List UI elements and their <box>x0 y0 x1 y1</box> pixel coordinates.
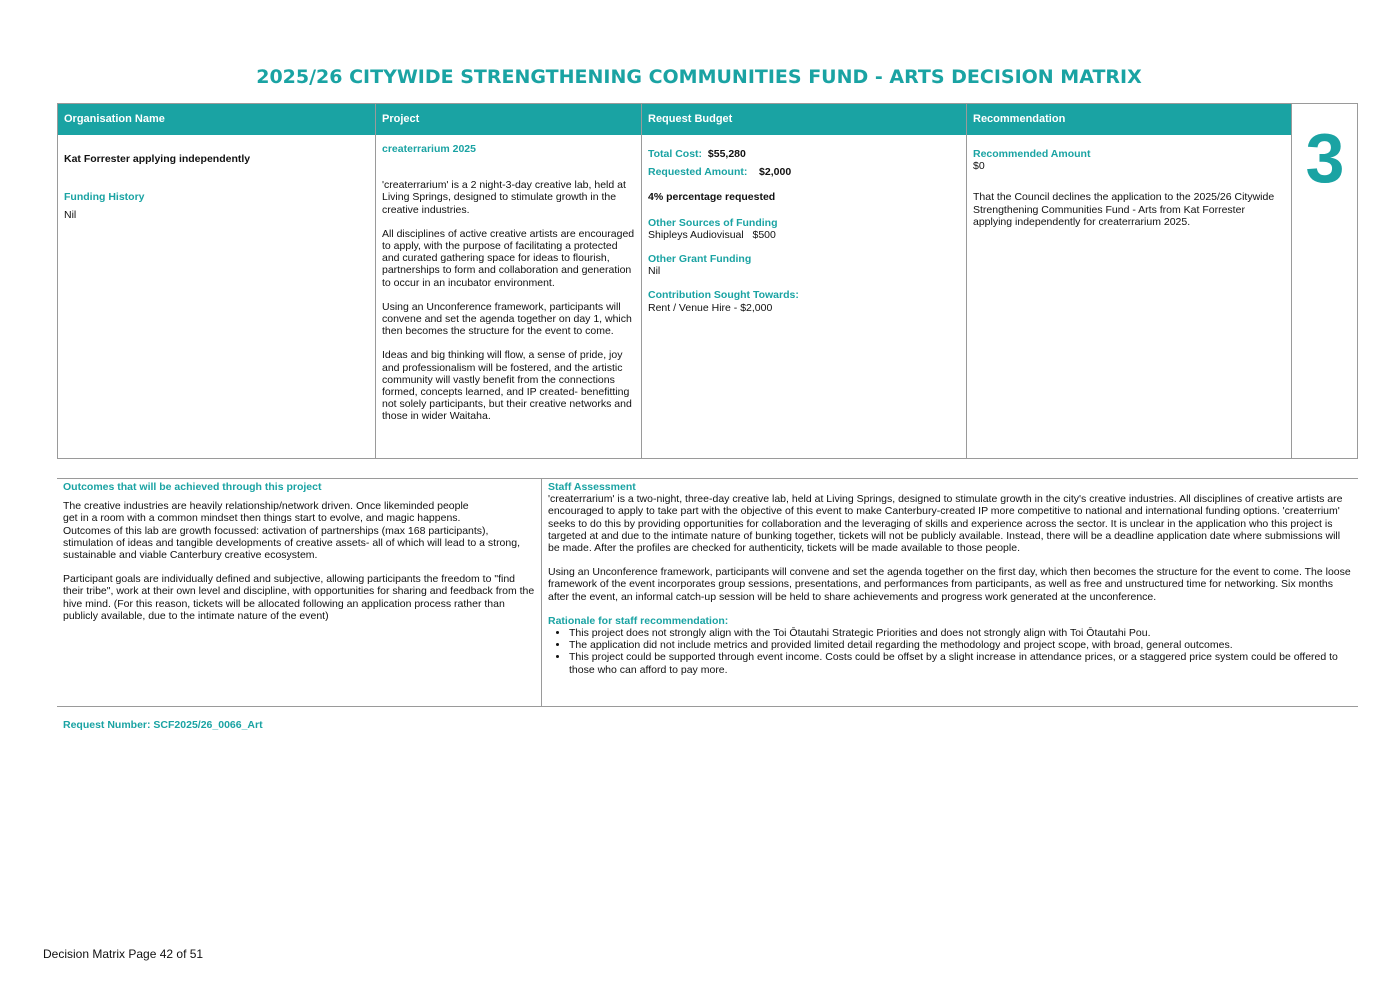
requested-amount-value: $2,000 <box>759 166 792 179</box>
staff-assessment-column <box>542 479 1358 706</box>
budget-column <box>642 104 967 458</box>
recommendation-text: That the Council declines the application to the 2025/26 Citywide Strengthening Communities Fund - Arts from Kat Forrester applying independently for createrrarium 2025. <box>973 191 1275 228</box>
percentage-requested: 4% percentage requested <box>648 191 776 204</box>
project-header: Project <box>376 104 641 135</box>
page-footer: Decision Matrix Page 42 of 51 <box>43 947 204 961</box>
project-paragraph: Ideas and big thinking will flow, a sense of pride, joy and professionalism will be fostered, and the artistic community will vastly benefit from the connections formed, concepts learned, and IP created- benefitting not solely participants, but their creative networks and those in wider Waitaha. <box>382 349 632 423</box>
other-sources-value: Shipleys Audiovisual $500 <box>648 228 776 241</box>
outcomes-line: get in a room with a common mindset then things start to evolve, and magic happens. <box>63 512 461 525</box>
organisation-name: Kat Forrester applying independently <box>64 153 251 165</box>
other-grant-value: Nil <box>648 265 661 278</box>
staff-assessment-paragraph: 'createrrarium' is a two-night, three-day creative lab, held at Living Springs, designed to stimulate growth in the city's creative industries. All disciplines of creative artists are encouraged to apply to take part with the objective of this event to make Canterbury-created IP more competitive to national and international funding options. 'createrrium' seeks to do this by providing opportunities for collaboration and the leveraging of skills and experience across the sector. It is unclear in the application who this project is targeted at and due to the intimate nature of bunking together, tickets will not be publicly available. Instead, there will be a deadline application date where submissions will be made. After the profiles are checked for authenticity, tickets will be made available to those people. <box>548 493 1343 555</box>
total-cost-label: Total Cost: <box>648 148 703 160</box>
contribution-label: Contribution Sought Towards: <box>648 289 799 302</box>
outcomes-paragraph: Participant goals are individually defined and subjective, allowing participants the freedom to "find their tribe", work at their own level and discipline, with opportunities for sharing and feedback from the hive mind. (For this reason, tickets will be allocated following an application process rather than publicly available, due to the intimate nature of the event) <box>63 573 535 622</box>
request-number: Request Number: SCF2025/26_0066_Art <box>63 719 263 731</box>
project-name: createrrarium 2025 <box>382 143 476 155</box>
recommendation-header: Recommendation <box>967 104 1291 135</box>
organisation-column <box>58 104 376 458</box>
organisation-header: Organisation Name <box>58 104 375 135</box>
rationale-label: Rationale for staff recommendation: <box>548 614 729 627</box>
recommended-amount-label: Recommended Amount <box>973 148 1091 160</box>
project-paragraph: Using an Unconference framework, participants will convene and set the agenda together on day 1, which then becomes the structure for the event to come. <box>382 300 632 338</box>
funding-history-value: Nil <box>64 209 77 222</box>
assessment-section <box>57 478 1358 707</box>
budget-header: Request Budget <box>642 104 966 135</box>
outcomes-line: The creative industries are heavily relationship/network driven. Once likeminded people <box>63 500 469 513</box>
rationale-item: • The application did not include metrics and provided limited detail regarding the methodology and project scope, with broad, general outcomes. <box>569 639 1352 651</box>
outcomes-line: sustainable and viable Canterbury creative ecosystem. <box>63 549 318 562</box>
total-cost-value: $55,280 <box>707 148 746 160</box>
project-paragraph: 'createrrarium' is a 2 night-3-day creative lab, held at Living Springs, designed to stimulate growth in the creative industries. <box>382 179 626 216</box>
outcomes-line: Outcomes of this lab are growth focussed: activation of partnerships (max 168 participants), <box>63 524 489 537</box>
staff-assessment-label: Staff Assessment <box>548 481 636 493</box>
contribution-value: Rent / Venue Hire - $2,000 <box>648 301 773 314</box>
other-grant-label: Other Grant Funding <box>648 253 752 266</box>
outcomes-label: Outcomes that will be achieved through this project <box>63 481 322 493</box>
priority-number: 3 <box>1305 119 1345 197</box>
rationale-item: • This project could be supported through event income. Costs could be offset by a slight increase in attendance prices, or a staggered price system could be offered to those who can afford to pay more. <box>569 651 1352 675</box>
rationale-list <box>548 627 1352 676</box>
outcomes-column <box>57 479 542 706</box>
funding-history-label: Funding History <box>64 191 145 204</box>
staff-assessment-paragraph: Using an Unconference framework, participants will convene and set the agenda together on the first day, which then becomes the structure for the event to come. The loose framework of the event incorporates group sessions, presentations, and performances from participants, as well as free and unstructured time for networking. Six months after the event, an informal catch-up session will be held to share achievements and progress work generated at the unconference. <box>548 566 1351 603</box>
recommendation-column <box>967 104 1292 458</box>
other-sources-label: Other Sources of Funding <box>648 216 778 229</box>
project-column <box>376 104 642 458</box>
decision-matrix-table <box>57 103 1358 459</box>
page-title: 2025/26 CITYWIDE STRENGTHENING COMMUNITIES FUND - ARTS DECISION MATRIX <box>256 66 1142 88</box>
requested-amount-label: Requested Amount: <box>648 166 748 179</box>
outcomes-line: stimulation of ideas and tangible developments of creative assets- all of which will lead to a strong, <box>63 536 520 549</box>
rationale-item: • This project does not strongly align with the Toi Ōtautahi Strategic Priorities and does not strongly align with Toi Ōtautahi Pou. <box>569 627 1352 639</box>
recommended-amount-value: $0 <box>973 160 985 173</box>
project-paragraph: All disciplines of active creative artists are encouraged to apply, with the purpose of facilitating a protected and curated gathering space for ideas to flourish, partnerships to form and collaboration and generation to occur in an incubator environment. <box>382 227 635 289</box>
